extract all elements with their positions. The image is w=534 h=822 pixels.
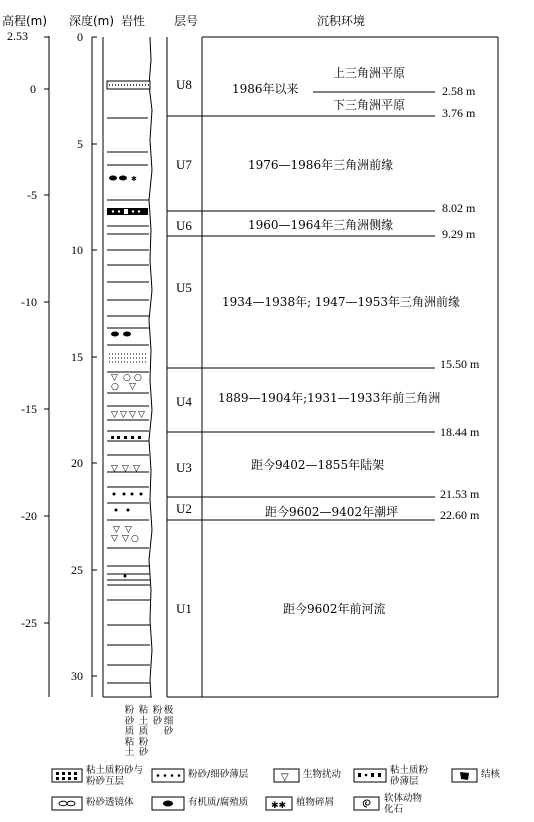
legend-label: 粉砂透镜体 (86, 797, 134, 808)
boundary-depth-label: 18.44 m (440, 425, 480, 439)
depth-header: 深度(m) (69, 14, 115, 28)
depth-tick-label: 20 (71, 456, 83, 470)
depth-tick-label: 0 (77, 30, 83, 44)
unit-id: U6 (176, 218, 192, 233)
lithology-column (103, 37, 152, 697)
environment-sublabel: 下三角洲平原 (333, 98, 406, 112)
svg-text:▽: ▽ (281, 772, 289, 783)
legend-label: 粉砂/细砂薄层 (188, 769, 249, 780)
organic-matter-icon (123, 332, 131, 337)
svg-text:▽: ▽ (111, 373, 118, 383)
boundary-depth-label: 8.02 m (442, 201, 476, 215)
unit-id: U1 (176, 601, 192, 616)
organic-matter-icon (109, 176, 117, 181)
organic-matter-icon (111, 332, 119, 337)
svg-text:○: ○ (123, 373, 131, 383)
legend-label: 植物碎屑 (296, 797, 335, 808)
grain-size-label: 粉砂 (152, 705, 163, 727)
boundary-depth-label: 9.29 m (442, 227, 476, 241)
elevation-tick-label: -10 (21, 295, 37, 309)
legend-label: 粘土质粉砂与粉砂互层 (86, 765, 144, 787)
svg-text:▽: ▽ (111, 410, 118, 420)
svg-text:▽: ▽ (120, 410, 127, 420)
environment-label: 1934—1938年; 1947—1953年三角洲前缘 (222, 295, 461, 309)
boundary-depth-label: 21.53 m (440, 487, 480, 501)
legend-label: 结核 (481, 769, 501, 780)
elevation-tick-label: -25 (21, 616, 37, 630)
environment-sublabel: 上三角洲平原 (333, 66, 406, 80)
elevation-header: 高程(m) (2, 14, 48, 28)
svg-text:✱✱: ✱✱ (271, 801, 287, 811)
boundary-depth-label: 15.50 m (440, 357, 480, 371)
svg-text:○: ○ (111, 382, 119, 392)
environment-label: 距今9602年前河流 (283, 602, 386, 616)
environment-label: 距今9402—1855年陆架 (251, 458, 385, 472)
boundary-depth-label: 2.58 m (442, 84, 476, 98)
environment-label: 距今9602—9402年潮坪 (265, 505, 399, 519)
unit-id: U5 (176, 280, 192, 295)
unit-id: U2 (176, 501, 192, 516)
elevation-tick-label: -15 (21, 402, 37, 416)
svg-text:▽: ▽ (129, 382, 136, 392)
svg-text:○: ○ (134, 373, 142, 383)
depth-tick-label: 10 (71, 243, 83, 257)
svg-text:▽: ▽ (111, 534, 118, 544)
svg-text:▽: ▽ (122, 534, 129, 544)
legend-label: 粘土质粉砂薄层 (390, 765, 429, 787)
svg-text:▽: ▽ (111, 464, 118, 474)
elevation-top-label: 2.53 (7, 29, 28, 43)
svg-text:▽: ▽ (133, 464, 140, 474)
environment-header: 沉积环境 (317, 14, 366, 28)
depth-ticks (92, 37, 97, 676)
unit-header: 层号 (174, 14, 199, 28)
svg-text:○: ○ (131, 534, 139, 544)
environment-label: 1960—1964年三角洲侧缘 (248, 218, 394, 232)
grain-size-label: 极细砂 (163, 705, 174, 737)
elevation-tick-label: 0 (30, 82, 36, 96)
depth-tick-label: 5 (77, 137, 83, 151)
elevation-ticks (44, 37, 49, 623)
unit-id: U4 (176, 394, 192, 409)
elevation-tick-label: -5 (27, 188, 37, 202)
lithology-layer-lines (107, 118, 150, 683)
svg-text:▽: ▽ (122, 464, 129, 474)
unit-id: U3 (176, 460, 192, 475)
unit-id: U8 (176, 77, 192, 92)
environment-label: 1889—1904年;1931—1933年前三角洲 (218, 391, 441, 405)
depth-tick-label: 30 (71, 669, 83, 683)
elevation-tick-label: -20 (21, 509, 37, 523)
legend-label: 生物扰动 (303, 769, 342, 780)
legend-label: 软体动物化石 (384, 793, 423, 815)
plant-debris-icon: ✱ (131, 175, 137, 183)
svg-text:▽: ▽ (113, 525, 120, 535)
environment-label: 1986年以来 (232, 82, 299, 96)
silt-fine-sand-band (107, 81, 150, 89)
legend-label: 有机质/腐殖质 (188, 797, 249, 808)
grain-size-label: 粉砂质粘土 (124, 705, 135, 758)
boundary-depth-label: 3.76 m (442, 106, 476, 120)
organic-matter-icon (119, 176, 127, 181)
grain-size-label: 粘土质粉砂 (138, 705, 149, 758)
boundary-depth-label: 22.60 m (440, 508, 480, 522)
depth-tick-label: 15 (71, 350, 83, 364)
clayey-silt-lamina-dots (111, 436, 143, 578)
lithology-header: 岩性 (121, 14, 146, 28)
svg-text:▽: ▽ (129, 410, 136, 420)
svg-text:▽: ▽ (125, 525, 132, 535)
bioturbation-symbols (111, 373, 145, 544)
environment-label: 1976—1986年三角洲前缘 (248, 158, 394, 172)
unit-id: U7 (176, 157, 192, 172)
svg-text:▽: ▽ (138, 410, 145, 420)
depth-tick-label: 25 (71, 563, 83, 577)
